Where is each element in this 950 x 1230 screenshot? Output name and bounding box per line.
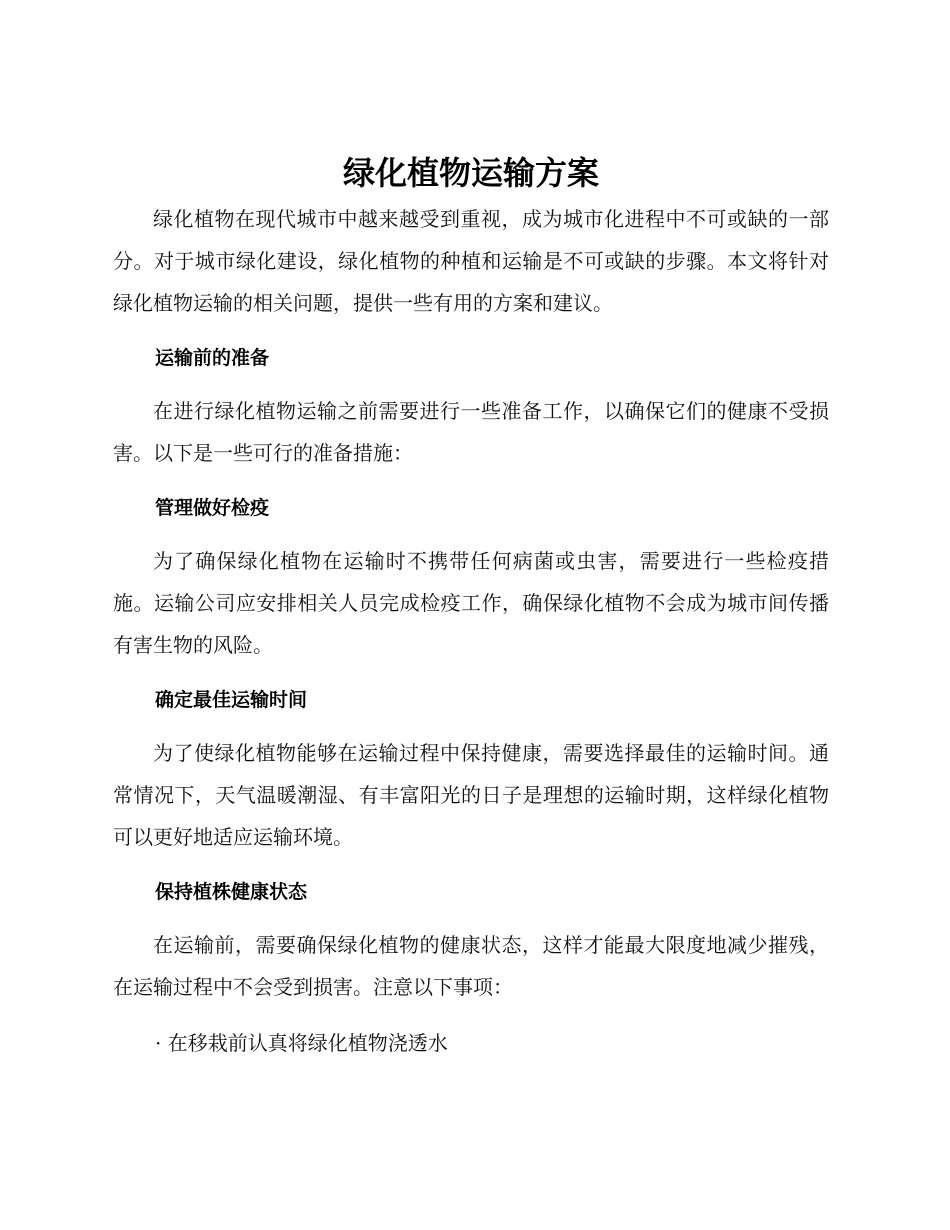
section-paragraph-preparation: 在进行绿化植物运输之前需要进行一些准备工作，以确保它们的健康不受损害。以下是一些可行的准备措施： <box>113 399 829 465</box>
section-heading-timing: 确定最佳运输时间 <box>155 689 308 711</box>
section-heading-quarantine: 管理做好检疫 <box>155 497 270 519</box>
document-page <box>113 148 829 1064</box>
section-paragraph-health: 在运输前，需要确保绿化植物的健康状态，这样才能最大限度地减少摧残，在运输过程中不会受到损害。注意以下事项： <box>113 933 829 999</box>
section-paragraph-quarantine: 为了确保绿化植物在运输时不携带任何病菌或虫害，需要进行一些检疫措施。运输公司应安排相关人员完成检疫工作，确保绿化植物不会成为城市间传播有害生物的风险。 <box>113 549 829 657</box>
section-heading-health: 保持植株健康状态 <box>155 881 308 903</box>
bullet-item: · 在移栽前认真将绿化植物浇透水 <box>155 1031 448 1055</box>
document-title: 绿化植物运输方案 <box>342 154 599 192</box>
section-heading-preparation: 运输前的准备 <box>155 347 270 369</box>
intro-paragraph: 绿化植物在现代城市中越来越受到重视，成为城市化进程中不可或缺的一部分。对于城市绿化建设，绿化植物的种植和运输是不可或缺的步骤。本文将针对绿化植物运输的相关问题，提供一些有用的方案和建议。 <box>113 207 829 315</box>
section-paragraph-timing: 为了使绿化植物能够在运输过程中保持健康，需要选择最佳的运输时间。通常情况下，天气温暖潮湿、有丰富阳光的日子是理想的运输时期，这样绿化植物可以更好地适应运输环境。 <box>113 741 829 849</box>
